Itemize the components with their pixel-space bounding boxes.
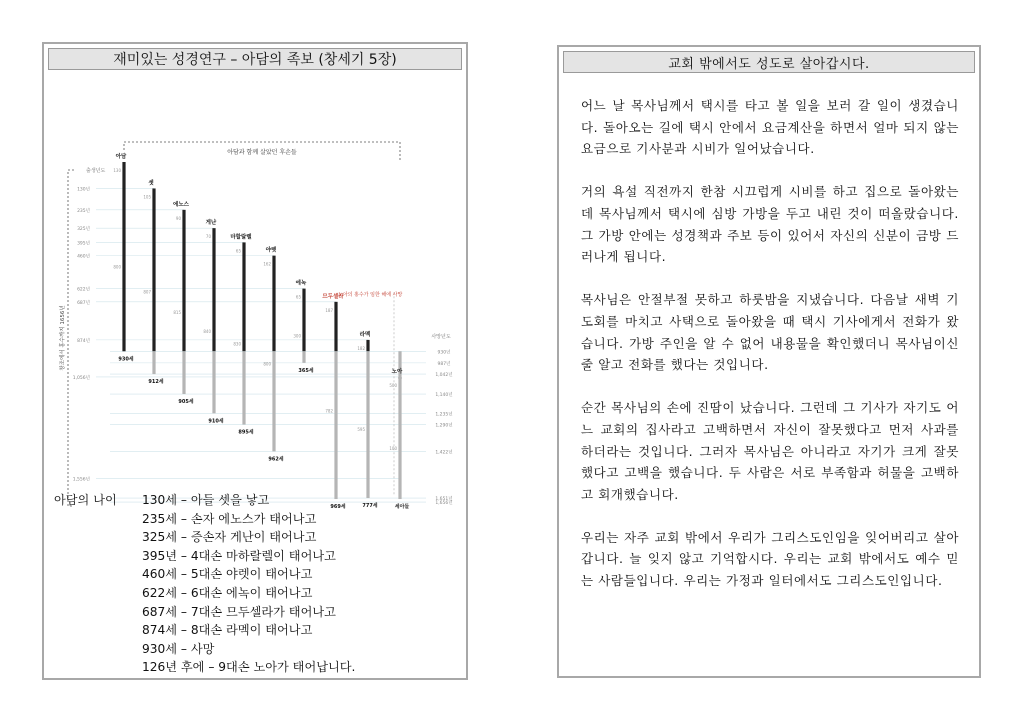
- overlap-bar: [212, 228, 215, 351]
- age-list-spacer: [54, 510, 142, 529]
- birth-tick-label: 687년: [77, 300, 90, 306]
- remaining-years-label: 800: [113, 264, 121, 270]
- overlap-years-label: 105: [143, 194, 151, 200]
- birth-tick-label: 622년: [77, 287, 90, 293]
- remaining-bar: [272, 351, 275, 451]
- overlap-years-label: 65: [295, 294, 301, 300]
- person-name: 노아: [391, 368, 403, 375]
- article-paragraph: 어느 날 목사님께서 택시를 타고 볼 일을 보러 갈 일이 생겼습니다. 돌아오는 길에 택시 안에서 요금계산을 하면서 얼마 되지 않는 요금으로 기사분과 시비가 일어났습니다.: [581, 98, 959, 157]
- age-list-spacer: [54, 584, 142, 603]
- overlap-years-label: 162: [263, 261, 271, 267]
- birth-axis-label: 출생년도: [86, 168, 106, 174]
- person-name: 에녹: [295, 280, 307, 287]
- age-list-spacer: [54, 603, 142, 622]
- death-tick-label: 1,651년: [435, 497, 453, 503]
- death-tick-label: 1,422년: [435, 450, 453, 456]
- birth-tick-label: 1,056년: [72, 375, 90, 381]
- age-list-text: 126년 후에 – 9대손 노아가 태어납니다.: [142, 660, 356, 675]
- lifespan-label: 895세: [238, 429, 254, 436]
- age-list-text: 130세 – 아들 셋을 낳고: [142, 493, 270, 507]
- remaining-bar: [212, 351, 215, 413]
- age-list-text: 930세 – 사망: [142, 641, 215, 656]
- age-list-text: 235세 – 손자 에노스가 태어나고: [142, 511, 317, 526]
- remaining-years-label: 782: [325, 408, 333, 414]
- overlap-bar: [122, 162, 125, 351]
- age-list-text: 687세 – 7대손 므두셀라가 태어나고: [142, 604, 336, 619]
- flood-annotation: 노아의 홍수가 임한 해에 사망: [338, 291, 403, 298]
- birth-tick-label: 235년: [77, 208, 90, 214]
- age-list-item: [54, 491, 464, 510]
- article-paragraph: 거의 욕설 직전까지 한참 시끄럽게 시비를 하고 집으로 돌아왔는데 목사님께서 택시에 심방 가방을 두고 내린 것이 떠올랐습니다. 그 가방 안에는 성경책과 주보 등이 있어서 자신의 신분이 금방 드러나게 됩니다.: [581, 184, 959, 265]
- lifespan-label: 969세: [330, 504, 346, 511]
- overlap-bar: [334, 302, 337, 351]
- remaining-years-label: 100: [389, 445, 397, 451]
- overlap-years-label: 70: [205, 234, 211, 240]
- age-list-item: [54, 565, 464, 584]
- genealogy-timeline-chart: [56, 94, 456, 526]
- lifespan-label: 365세: [298, 367, 314, 374]
- overlap-years-label: 187: [325, 307, 333, 313]
- remaining-bar: [242, 351, 245, 424]
- overlap-bar: [182, 210, 185, 351]
- death-tick-label: 1,290년: [435, 423, 453, 429]
- age-list-text: 460세 – 5대손 야렛이 태어나고: [142, 567, 313, 582]
- overlap-bar: [272, 256, 275, 352]
- remaining-years-label: 830: [233, 341, 241, 347]
- birth-tick-label: 460년: [77, 254, 90, 260]
- overlap-bar: [302, 289, 305, 352]
- birth-tick-label: 325년: [77, 227, 90, 233]
- overlap-bar: [366, 340, 369, 351]
- remaining-bar: [366, 351, 369, 498]
- lifespan-label: 777세: [362, 503, 378, 510]
- age-list-spacer: [54, 565, 142, 584]
- age-list-text: 395년 – 4대손 마하랄렐이 태어나고: [142, 548, 336, 563]
- right-page: [557, 45, 981, 678]
- person-name: 므두셀라: [322, 293, 344, 300]
- age-list-item: [54, 621, 464, 640]
- lifespan-label: 962세: [268, 456, 284, 463]
- person-name: 야렛: [265, 247, 277, 254]
- article-paragraph: 순간 목사님의 손에 진땀이 났습니다. 그런데 그 기사가 자기도 어느 교회의 집사라고 고백하면서 자신이 잘못했다고 먼저 사과를 하더라는 것입니다. 그러자 목사님은 아니라고 자기가 크게 잘못했다고 고백을 했습니다. 두 사람은 서로 부족함과 허물을 고백하고 회개했습니다.: [581, 400, 959, 502]
- age-list-item: [54, 640, 464, 659]
- person-name: 에노스: [173, 201, 189, 208]
- left-page: [42, 42, 468, 680]
- overlap-years-label: 500: [389, 382, 397, 388]
- remaining-years-label: 815: [173, 309, 181, 315]
- age-list-item: [54, 658, 464, 677]
- remaining-bar: [152, 351, 155, 374]
- age-list-text: 874세 – 8대손 라멕이 태어나고: [142, 623, 313, 638]
- article-body: [581, 95, 959, 613]
- overlap-years-label: 130: [113, 168, 121, 173]
- left-page-title: 재미있는 성경연구 – 아담의 족보 (창세기 5장): [48, 48, 462, 70]
- birth-tick-label: 395년: [77, 241, 90, 247]
- age-list-heading: 아담의 나이: [54, 493, 117, 507]
- lifespan-label: 930세: [118, 356, 134, 363]
- age-list-spacer: [54, 528, 142, 547]
- lifespan-label: 910세: [208, 418, 224, 425]
- remaining-years-label: 800: [263, 361, 271, 367]
- person-name: 셋: [148, 180, 154, 187]
- age-list-text: 622세 – 6대손 에녹이 태어나고: [142, 585, 313, 600]
- lifespan-label: 905세: [178, 399, 194, 406]
- birth-tick-label: 1,556년: [72, 477, 90, 483]
- creation-to-flood-bracket: [68, 170, 74, 506]
- death-tick-label: 1,042년: [435, 373, 453, 379]
- remaining-bar: [182, 351, 185, 394]
- overlap-years-label: 65: [235, 248, 241, 254]
- lifespan-label: 912세: [148, 379, 164, 386]
- age-list-spacer: [54, 547, 142, 566]
- age-list-spacer: [54, 658, 142, 677]
- age-list-spacer: [54, 621, 142, 640]
- age-list-item: [54, 510, 464, 529]
- person-name: 게난: [205, 220, 217, 227]
- chart-title: 아담과 함께 살았던 후손들: [227, 149, 297, 156]
- birth-tick-label: 874년: [77, 338, 90, 344]
- death-tick-label: 1,140년: [435, 393, 453, 399]
- remaining-bar: [334, 351, 337, 499]
- death-tick-label: 987년: [437, 361, 451, 367]
- age-list-item: [54, 603, 464, 622]
- age-list-item: [54, 528, 464, 547]
- remaining-years-label: 807: [143, 289, 151, 295]
- remaining-years-label: 840: [203, 328, 211, 334]
- creation-to-flood-label: 창조에서 홍수까지 1656년: [60, 305, 66, 371]
- remaining-bar: [302, 351, 305, 363]
- overlap-bar: [242, 242, 245, 351]
- age-list-item: [54, 547, 464, 566]
- death-tick-label: 1,235년: [435, 412, 453, 418]
- age-list-spacer: [54, 640, 142, 659]
- remaining-years-label: 300: [293, 333, 301, 339]
- lifespan-label: 세아들: [394, 504, 410, 511]
- death-tick-label: 930년: [437, 350, 451, 356]
- age-list-item: [54, 584, 464, 603]
- overlap-years-label: 90: [175, 215, 181, 221]
- death-tick-label: 1,656년: [435, 501, 453, 507]
- death-axis-label: 사망년도: [431, 334, 451, 340]
- age-list-text: 325세 – 증손자 게난이 태어나고: [142, 530, 317, 545]
- overlap-bar: [152, 188, 155, 351]
- overlap-years-label: 182: [357, 345, 365, 351]
- right-page-title: 교회 밖에서도 성도로 살아갑시다.: [563, 51, 975, 73]
- person-name: 마할랄렐: [230, 234, 252, 241]
- adam-age-list: [54, 491, 464, 677]
- birth-tick-label: 130년: [77, 187, 90, 193]
- article-paragraph: 목사님은 안절부절 못하고 하룻밤을 지냈습니다. 다음날 새벽 기도회를 마치고 사택으로 돌아왔을 때 택시 기사에게서 전화가 왔습니다. 가방 주인을 알 수 없어 내용물을 확인했더니 목사님이신 줄 알고 전화를 했다는 것입니다.: [581, 292, 959, 373]
- person-name: 아담: [115, 154, 127, 160]
- remaining-years-label: 595: [357, 426, 365, 432]
- person-name: 라멕: [359, 331, 371, 338]
- article-paragraph: 우리는 자주 교회 밖에서 우리가 그리스도인임을 잊어버리고 살아갑니다. 늘 잊지 않고 기억합시다. 우리는 교회 밖에서도 예수 믿는 사람들입니다. 우리는 가정과 일터에서도 그리스도인입니다.: [581, 529, 959, 589]
